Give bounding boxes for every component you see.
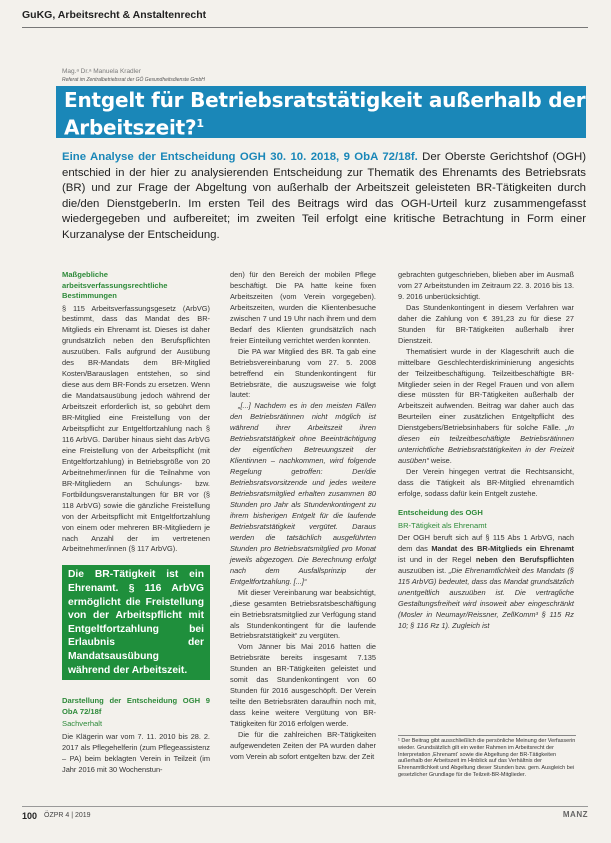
paragraph: [398, 533, 574, 632]
column-2: [230, 270, 376, 763]
lead-intro: Eine Analyse der Entscheidung OGH 30. 10. 2018, 9 ObA 72/18f.: [62, 151, 418, 163]
paragraph: Die PA war Mitglied des BR. Ta gab eine Betriebsvereinbarung vom 27. 5. 2008 betreffend ein Stundenkontingent für Betriebsräte, die auszugsweise wie folgt lautet:: [230, 346, 376, 400]
column-3: [398, 270, 574, 632]
paragraph: gebrachten gutgeschrieben, blieben aber im Ausmaß vom 27 Arbeitstunden im Zeitraum 22. 3. 2016 bis 13. 9. 2016 unberücksichtigt.: [398, 270, 574, 301]
section-heading: Entscheidung des OGH: [398, 508, 483, 518]
paragraph: Mit dieser Vereinbarung war beabsichtigt, „diese gesamten Betriebsratsbeschäftigung ein Betriebsratsmitglied zur Verfügung stand als Stundenkontingent für die laufende Betriebsratstätigkeit“ zu vergüten.: [230, 587, 376, 641]
paragraph: [398, 347, 574, 467]
bold-run: neben den Berufspflichten: [475, 554, 575, 564]
section-title: GuKG, Arbeitsrecht & Anstaltenrecht: [22, 9, 207, 21]
paragraph: Vom Jänner bis Mai 2016 hatten die Betriebsräte bereits insgesamt 7.135 Stunden an BR-Tätigkeiten geleistet und somit das Stundenkontingent von 60 Stunden für 2016 ausgeschöpft. Der Verein teilte den Betriebsräten daraufhin noch mit, dass keine weitere Vergütung von BR-Tätigkeiten für 2016 erfolgen werde.: [230, 642, 376, 729]
running-header: [0, 0, 611, 30]
quote-run: „In diesen ein teilzeitbeschäftigte Betriebsrätinnen unterrichtliche Betriebsratstätigkeiten in der Freizeit ausüben“: [398, 423, 574, 466]
page-footer: [22, 806, 588, 823]
highlight-box: Die BR-Tätigkeit ist ein Ehrenamt. § 116 ArbVG ermöglicht die Freistellung von der Arbeitspflicht mit Entgeltfortzahlung bei Erlaubnis der Mandatsausübung während der Arbeitszeit.: [62, 565, 210, 680]
paragraph: Die Klägerin war vom 7. 11. 2010 bis 28. 2. 2017 als Pflegehelferin (zum Pflegeassistenz – PA) beim beklagten Verein in Teilzeit (im Jahr 2016 mit 30 Wochenstun-: [62, 731, 210, 774]
quote-paragraph: „[...] Nachdem es in den meisten Fällen den Betriebsrätinnen nicht möglich ist während ihrer Arbeitszeit ihren Betriebsratstätigkeit ohne Beeinträchtigung der eigentlichen Betreuungszeit der Klientinnen – nachkommen, wird folgende Regelung getroffen: Der/die Betriebsratsvorsitzende und jedes weitere Betriebsratsmitglied erhalten zusammen 80 Stunden pro Jahr als Stundenkontingent zu ihrem bisherigen Entgelt für die laufende Betriebsratstätigkeit vergütet. Daraus werden die tatsächlich ausgeführten Stunden pro Betriebsratsmitglied pro Monat jeweils abgezogen. Die Berechnung erfolgt nach dem Ausfallsprinzip der Entgeltfortzahlung. [...]“: [230, 401, 376, 586]
paragraph: den) für den Bereich der mobilen Pflege beschäftigt. Die PA hatte keine fixen Arbeitszeiten (vom Verein vorgegeben). Arbeitszeiten, wurden die Klientenbesuche zwischen 7 und 19 Uhr nach ihrem und dem Bedarf des Klienten grundsätzlich nach freier Einteilung verrichtet werden konnten.: [230, 270, 376, 345]
title-line-1: Entgelt für Betriebsratstätigkeit außerhalb der: [64, 88, 586, 112]
paragraph: Die für die zahlreichen BR-Tätigkeiten aufgewendeten Zeiten der PA wurden daher vom Verein ab sofort entgelten bzw. der Zeit: [230, 730, 376, 761]
header-rule: [22, 27, 588, 28]
journal-issue: ÖZPR 4 | 2019: [44, 812, 91, 819]
sub-heading: Sachverhalt: [62, 719, 103, 729]
sub-heading: BR-Tätigkeit als Ehrenamt: [398, 520, 487, 530]
text-run: auszuüben ist.: [398, 565, 449, 575]
paragraph: § 115 Arbeitsverfassungsgesetz (ArbVG) bestimmt, dass das Mandat des BR-Mitglieds ein Ehrenamt ist. Dieses ist daher grundsätzlich neben den Berufspflichten auszuüben. Falls aufgrund der Ausübung des BR-Mandats dem BR-Mitglied Kosten/Barauslagen entstehen, so sind diese aus dem BR-Fonds zu ersetzen. Wenn die Mandatsausübung jedoch während der Arbeitszeit erforderlich ist, so gebührt dem BR-Mitglied eine Freistellung von der Arbeitspflicht zur Entgeltfortzahlung nach § 116 ArbVG. Darüber hinaus sieht das ArbVG eine Freistellung von der Arbeitspflicht (mit Entgeltfortzahlung) in Betriebsgröße von 20 Arbeitnehmer/innen für die Teilnahme von BR-Mitgliedern an Schulungs- bzw. Fortbildungsveranstaltungen für BR vor (§ 118 ArbVG) sowie die gänzliche Freistellung von der Arbeitspflicht mit Entgeltfortzahlung von einem oder mehreren BR-Mitgliedern je nach Anzahl der im vertretenen Arbeitnehmer/innen (§ 117 ArbVG).: [62, 303, 210, 554]
author-name: Mag.ᵃ Dr.ᵃ Manuela Kradler: [62, 68, 141, 75]
title-footnote-mark: 1: [196, 117, 204, 130]
text-run: Der OGH beruft sich auf § 115 Abs 1 ArbVG, nach dem das: [398, 533, 574, 553]
publisher-logo: MANZ: [562, 810, 588, 819]
article-title-box: [56, 86, 586, 138]
paragraph: Der Verein hingegen vertrat die Rechtsansicht, dass die Tätigkeit als BR-Mitglied ehrenamtlich erfolge, sodass dafür kein Entgelt zustehe.: [398, 467, 574, 499]
title-line-2: Arbeitszeit?: [64, 115, 197, 140]
article-title: [64, 89, 585, 140]
quote-run: „Die Ehrenamtlichkeit des Mandats (§ 115 ArbVG) bedeutet, dass das Mandat grundsätzlich unentgeltlich auszuüben ist. Die vertragliche Gestaltungsfreiheit wird insoweit aber eingeschränkt (Mosler in Neumayr/Reissner, ZellKomm³ § 115 Rz 10; § 116 Rz 1). Zugleich ist: [398, 565, 574, 630]
lead-paragraph: [62, 150, 586, 244]
author-affiliation: Referat im Zentralbetriebsrat der GÖ Gesundheitsdienste GmbH: [62, 77, 205, 83]
text-run: weise.: [428, 456, 452, 466]
section-heading: Maßgebliche arbeitsverfassungsrechtliche Bestimmungen: [62, 270, 168, 300]
section-heading: Darstellung der Entscheidung OGH 9 ObA 72/18f: [62, 696, 210, 716]
footnote: ¹ Der Beitrag gibt ausschließlich die persönliche Meinung der Verfasserin wieder. Grundsätzlich gilt ein weiter Rahmen im Arbeitsrecht der Interpretation ‚Ehrenamt‘ sowie die Abgeltung der BR-Tätigkeiten außerhalb der Arbeitszeit im Hinblick auf das Verhältnis der Ehrenamtlichkeit und Abgeltung dieser Stunden bzw. gem. Ausgleich bei gesetzlicher Grundlage für die Teilzeit-BR-Mitglieder.: [398, 735, 576, 779]
column-1: [62, 270, 210, 775]
bold-run: Mandat des BR-Mitglieds ein Ehrenamt: [431, 543, 575, 553]
page-number: 100: [22, 811, 38, 821]
paragraph: Das Stundenkontingent in diesem Verfahren war daher die Zahlung von € 391,23 zu für diese 27 Stunden für BR-Tätigkeiten außerhalb ihrer Dienstzeit.: [398, 302, 574, 345]
text-run: Thematisiert wurde in der Klageschrift auch die mittelbare Geschlechterdiskriminierung angesichts der Teilzeitbeschäftigung. Teilzeitbeschäftigte BR-Mitglieder seien in der Regel Frauen und von allem diese müssten für BR-Tätigkeiten außerhalb der Arbeitszeit aufwenden. Beitrag war daher auch das Beurteilen einer zusätzlichen Entgeltpflicht des Dienstgebers/Betriebsinhabers für solche Fälle.: [398, 346, 574, 433]
lead-text: Der Oberste Gerichtshof (OGH) entschied in der hier zu analysierenden Entscheidung zur Thematik des Ehrenamts des Betriebsrats (BR) und zur Frage der Abgeltung von außerhalb der Arbeitszeit geleisteten BR-Tätigkeiten durch die/den DienstgeberIn. Im ersten Teil des Beitrags wird das OGH-Urteil kurz zusammengefasst wiedergegeben und aufbereitet; im zweiten Teil erfolgt eine kritische Betrachtung in Form einer Kurzanalyse der Entscheidung.: [62, 151, 586, 241]
text-run: ist und in der Regel: [398, 554, 476, 564]
